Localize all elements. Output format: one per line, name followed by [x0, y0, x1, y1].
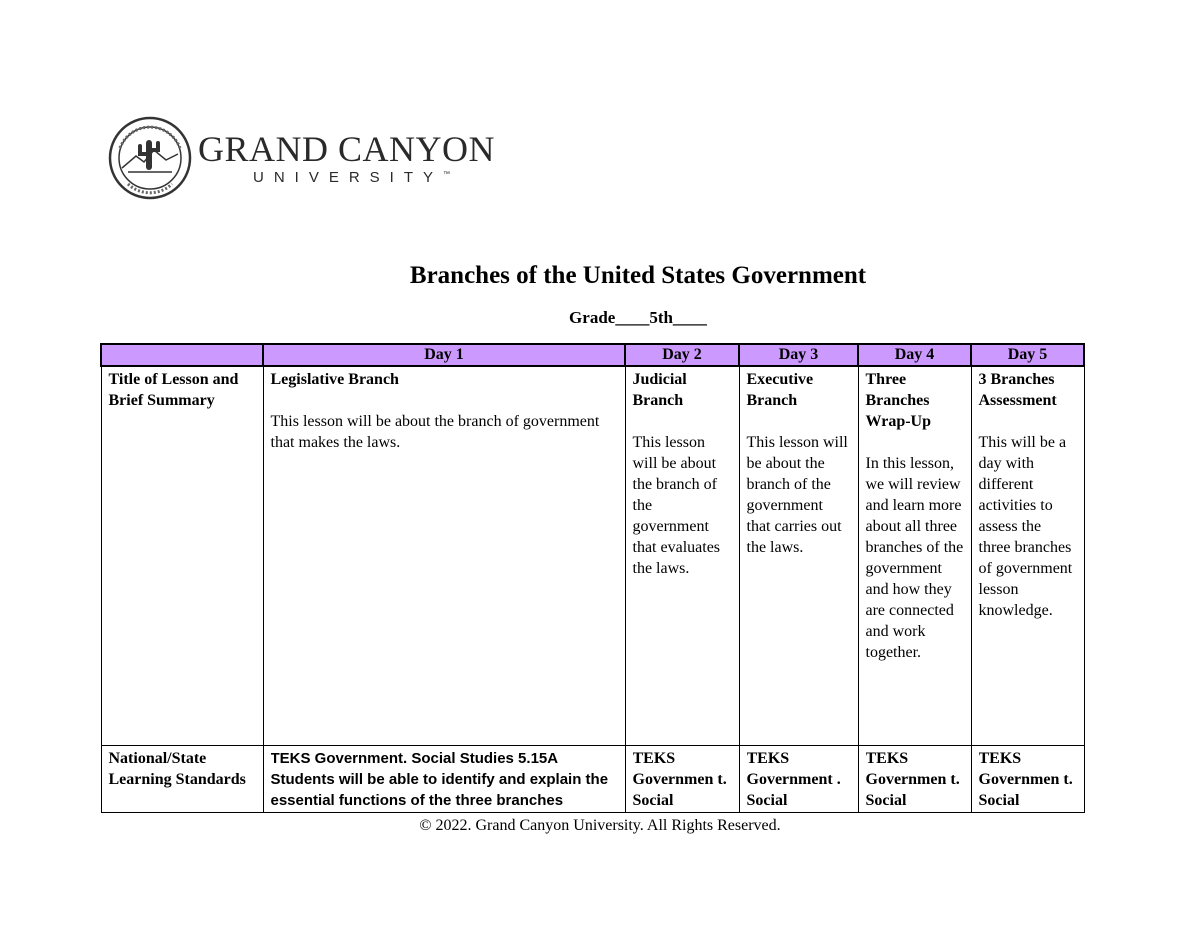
copyright-footer: © 2022. Grand Canyon University. All Rights Reserved.: [419, 817, 781, 834]
day-4-text: In this lesson, we will review and learn more about all three branches of the government and how they are connected and work together.: [865, 455, 964, 661]
header-day-5: Day 5: [971, 344, 1084, 366]
standards-day-1-title: TEKS Government. Social Studies 5.15A: [270, 750, 559, 767]
standards-day-1: [263, 746, 625, 813]
day-1-text: This lesson will be about the branch of government that makes the laws.: [270, 413, 600, 451]
standards-day-4: TEKS Governmen t. Social: [858, 746, 971, 813]
day-2-text: This lesson will be about the branch of the government that evaluates the laws.: [632, 434, 721, 577]
gcu-logo: [108, 116, 495, 200]
header-day-2: Day 2: [625, 344, 739, 366]
standards-day-1-text: Students will be able to identify and explain the essential functions of the three branches: [270, 771, 609, 809]
table-header-row: [101, 344, 1084, 366]
summary-day-1: [263, 366, 625, 746]
day-5-title: 3 Branches Assessment: [978, 371, 1057, 409]
logo-wordmark: GRAND CANYON: [198, 128, 496, 169]
table-row: [101, 366, 1084, 746]
header-day-1: Day 1: [263, 344, 625, 366]
page-title: Branches of the United States Government: [409, 262, 867, 289]
summary-day-4: [858, 366, 971, 746]
table-row: [101, 746, 1084, 813]
summary-row-label: Title of Lesson and Brief Summary: [101, 366, 263, 746]
gcu-seal-icon: [108, 116, 192, 200]
summary-day-5: [971, 366, 1084, 746]
day-3-text: This lesson will be about the branch of the government that carries out the laws.: [746, 434, 848, 556]
standards-day-5: TEKS Governmen t. Social: [971, 746, 1084, 813]
header-day-3: Day 3: [739, 344, 858, 366]
lesson-plan-table: [100, 343, 1085, 813]
day-1-title: Legislative Branch: [270, 371, 399, 388]
grade-line: Grade____5th____: [569, 308, 707, 327]
standards-row-label: National/State Learning Standards: [101, 746, 263, 813]
summary-day-3: [739, 366, 858, 746]
day-2-title: Judicial Branch: [632, 371, 687, 409]
day-3-title: Executive Branch: [746, 371, 814, 409]
logo-subtitle: UNIVERSITY™: [253, 168, 451, 186]
standards-day-2: TEKS Governmen t. Social: [625, 746, 739, 813]
header-blank: [101, 344, 263, 366]
header-day-4: Day 4: [858, 344, 971, 366]
summary-day-2: [625, 366, 739, 746]
day-4-title: Three Branches Wrap-Up: [865, 371, 931, 430]
day-5-text: This will be a day with different activities to assess the three branches of government lesson knowledge.: [978, 434, 1073, 619]
standards-day-3: TEKS Government . Social: [739, 746, 858, 813]
